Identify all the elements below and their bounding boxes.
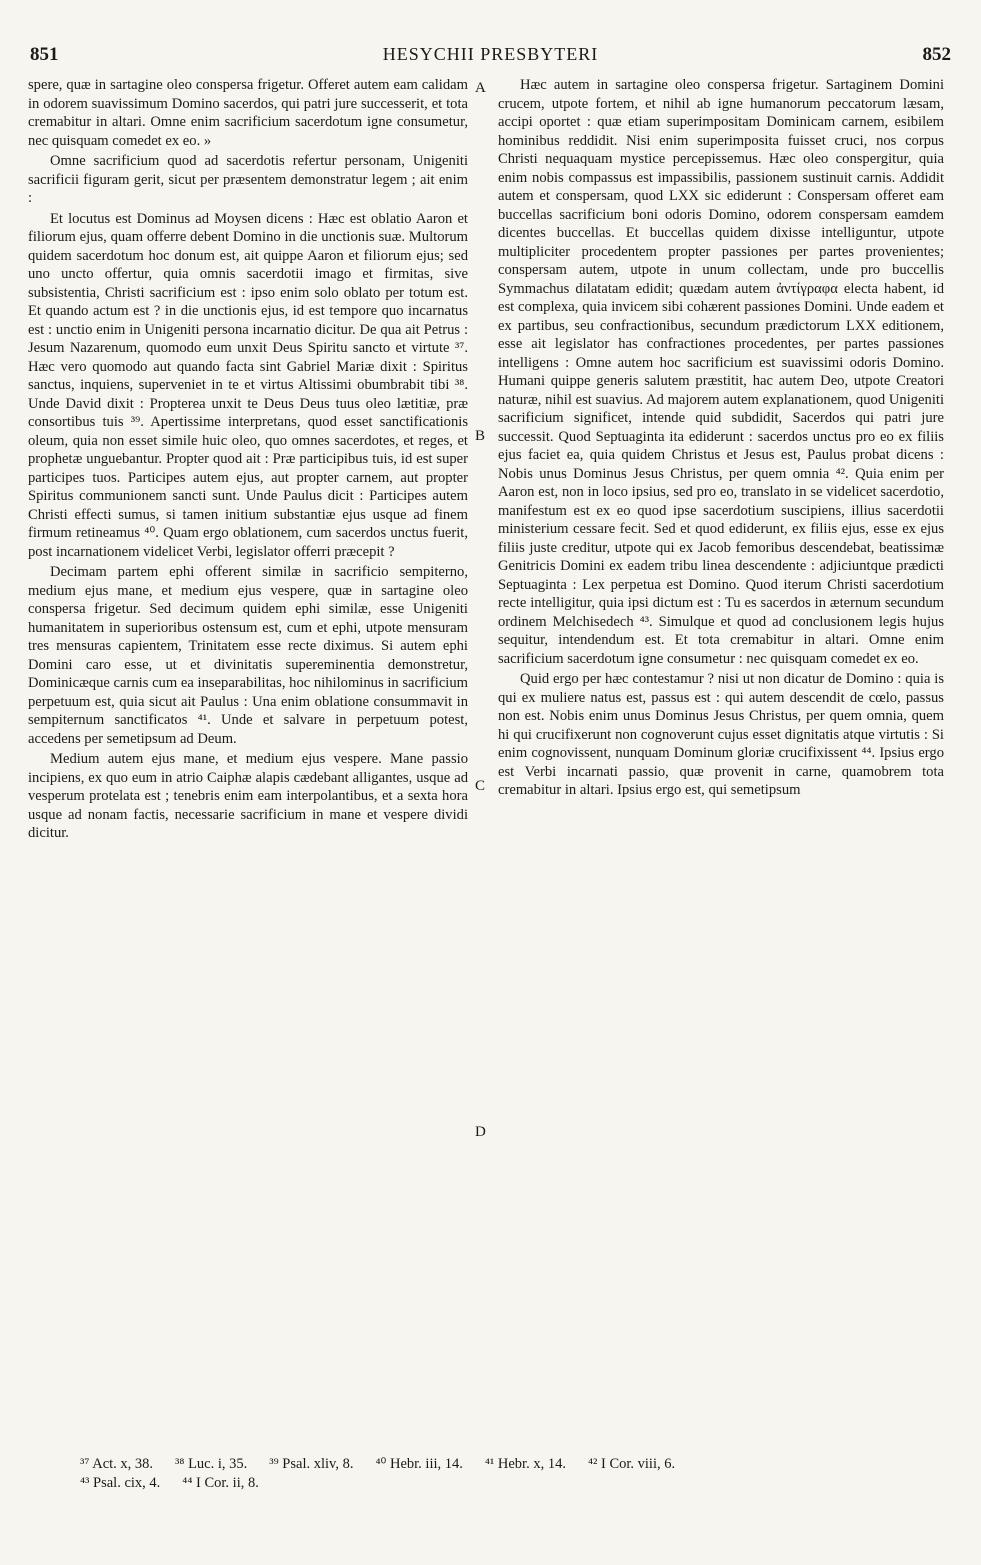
footnote: ³⁷ Act. x, 38. bbox=[80, 1456, 154, 1472]
section-marker-c: C bbox=[475, 778, 486, 794]
right-column bbox=[498, 76, 944, 802]
section-marker-d: D bbox=[475, 1124, 486, 1140]
footnote: ⁴² I Cor. viii, 6. bbox=[587, 1456, 676, 1472]
paragraph: Quid ergo per hæc contestamur ? nisi ut non dicatur de Domino : quia is qui ex muliere natus est, passus est : qui autem descendit de cœlo, passus non est. Nobis enim unus Dominus Jesus Christus, per quem omnia, quem hi qui crucifixerunt non cognoverunt cujus esset dignitatis atque virtutis : Si enim cognovissent, nunquam Dominum gloriæ crucifixissent ⁴⁴. Ipsius ergo est Verbi incarnati passio, quæ provenit in carne, quamobrem tota cremabitur in altari. Ipsius ergo est, qui semetipsum bbox=[498, 671, 944, 798]
footnote: ³⁹ Psal. xliv, 8. bbox=[269, 1456, 354, 1472]
page-header bbox=[30, 44, 951, 70]
footnotes bbox=[80, 1455, 941, 1493]
footnote-line-1 bbox=[80, 1455, 941, 1474]
section-marker-b: B bbox=[475, 428, 486, 444]
paragraph: Hæc autem in sartagine oleo conspersa frigetur. Sartaginem Domini crucem, utpote fortem, et nihil ab igne humanorum peccatorum læsam, accipi oportet : quæ etiam superimpositam Dominicam carnem, esibilem hominibus reddidit. Nisi enim superimposita fuisset cruci, nos corpus Christi nequaquam mystice percepissemus. Hæc oleo conspergitur, quia enim nobis compassus est impassibilis, passionem sustinuit carnis. Addidit autem et conspersam, quod LXX sic ediderunt : Conspersam offeret eam buccellas sacrificium boni odoris Domino, odorem conspersam eamdem dicentes buccellas. Et buccellas quidem dixisse intelliguntur, utpote multipliciter procedentem propter passiones per partes provenientes; conspersam autem, utpote in unum collectam, unde pro buccellis Symmachus dilatatam edidit; quædam autem ἀντίγραφα electa habent, id est complexa, quia invicem sibi cohærent passiones Domini. Unde eadem et ex partibus, seu confractionibus, secundum prædictorum LXX editionem, esse ait legislator has confractiones procedentes, per partes passiones intelligens : Omne autem hoc sacrificium est suavissimi odoris Domino. Humani quippe generis salutem præstitit, hac autem Deo, utpote Creatori naturæ, nihil est suavius. Ad majorem autem explanationem, quod Unigeniti sacrificium significet, intende quid subdidit, Sacerdos qui patri jure successit. Quod Septuaginta ita ediderunt : sacerdos unctus pro eo ex filiis ejus faciet ea, quia quidem Christus et Jesus est, Paulus probat dicens : Nobis unus Dominus Jesus Christus, per quem omnia ⁴². Quia enim per Aaron est, non in loco ipsius, sed pro eo, translato in se videlicet sacerdotio, manifestum est ex eo quod ipse sacerdotium suscipiens, illius sacerdotii ministerium cessare fecit. Sed et quod ediderunt, ex filiis ejus, esse ex ejus filiis juste creditur, utpote qui ex Jacob femoribus descendebat, beatissimæ Genitricis Domini ex eadem tribu linea descendente : adjiciuntque prædicti Septuaginta : Lex perpetua est Domino. Quod iterum Christi sacerdotium recte intelligitur, quia ipsi dictum est : Tu es sacerdos in æternum secundum ordinem Melchisedech ⁴³. Simulque et quod ad conclusionem legis hujus sequitur, intendendum est. Et tota cremabitur in altari. Omne enim sacrificium sacerdotum igne consumetur : nec quisquam comedet ex eo. bbox=[498, 77, 944, 667]
footnote: ⁴⁰ Hebr. iii, 14. bbox=[375, 1456, 463, 1472]
footnote: ⁴⁴ I Cor. ii, 8. bbox=[182, 1475, 259, 1491]
left-column bbox=[28, 76, 468, 845]
footnote: ⁴¹ Hebr. x, 14. bbox=[484, 1456, 566, 1472]
paragraph: Medium autem ejus mane, et medium ejus vespere. Mane passio incipiens, ex quo eum in atrio Caiphæ alapis cædebant alligantes, usque ad vesperum protelata est ; tenebris enim eam interpolantibus, et a sexta hora usque ad nonam factis, necessarie sacrificium in mane et vespere dividi dicitur. bbox=[28, 751, 468, 841]
paragraph: Et locutus est Dominus ad Moysen dicens : Hæc est oblatio Aaron et filiorum ejus, quam offerre debent Domino in die unctionis suæ. Multorum quidem sacerdotum hoc donum est, ait quippe Aaron et filiorum ejus; sed uno uncto offertur, quia omnis sacerdotii imago et firmitas, sive subsistentia, Christi sacrificium est : ipso enim solo oblato per totum est. Et quando actum est ? in die unctionis ejus, id est tempore quo incarnatus est : unctio enim in Unigeniti persona incarnatio dicitur. De qua ait Petrus : Jesum Nazarenum, quomodo eum unxit Deus Spiritu sancto et virtute ³⁷. Hæc vero quomodo aut quando facta sint Gabriel Mariæ dixit : Spiritus sanctus, inquiens, superveniet in te et virtus Altissimi obumbrabit tibi ³⁸. Unde David dixit : Propterea unxit te Deus Deus tuus oleo lætitiæ, præ consortibus tuis ³⁹. Apertissime interpretans, quod esset sanctificationis oleum, quia non esset simile huic oleo, quo omnes sacerdotes, et reges, et prophetæ unguebantur. Propter quod ait : Præ participibus tuis, id est super participes tuos. Participes autem ejus, aut propter carnem, aut propter Spiritus communionem sancti sunt. Unde Paulus dicit : Participes autem Christi effecti sumus, si tamen initium substantiæ ejus usque ad finem firmum retineamus ⁴⁰. Quam ergo oblationem, cum sacerdos unctus fuerit, post incarnationem videlicet Verbi, legislator offerri præcepit ? bbox=[28, 210, 468, 560]
footnote-line-2 bbox=[80, 1474, 941, 1493]
right-page-number: 852 bbox=[922, 44, 951, 65]
running-title: HESYCHII PRESBYTERI bbox=[382, 44, 599, 64]
footnote: ⁴³ Psal. cix, 4. bbox=[80, 1475, 161, 1491]
section-marker-a: A bbox=[475, 80, 486, 96]
paragraph: spere, quæ in sartagine oleo conspersa frigetur. Offeret autem eam calidam in odorem suavissimum Domino sacerdos, qui patri jure successerit, et tota cremabitur in altari. Omne enim sacrificium sacerdotum igne consumetur, nec quisquam comedet ex eo. » bbox=[28, 77, 468, 149]
paragraph: Omne sacrificium quod ad sacerdotis refertur personam, Unigeniti sacrificii figuram gerit, sicut per præsentem demonstratur legem ; ait enim : bbox=[28, 153, 468, 206]
footnote: ³⁸ Luc. i, 35. bbox=[175, 1456, 248, 1472]
left-page-number: 851 bbox=[30, 44, 59, 65]
paragraph: Decimam partem ephi offerent similæ in sacrificio sempiterno, medium ejus mane, et medium ejus vespere, quæ in sartagine oleo conspersa frigetur. Sed decimum quidem ephi similæ, esse Unigeniti humanitatem in superioribus ostensum est, cum et ephi, utpote mensuram tres mensuras capientem, Trinitatem esse recte diximus. Si autem ephi Domini caro esse, ut et divinitatis supereminentia demonstretur, Dominicæque carnis cum ea inseparabilitas, hoc nihilominus in sacrificium perpetuum est, quia sicut ait Paulus : Una enim oblatione consummavit in sempiternum sanctificatos ⁴¹. Unde et salvare in perpetuum potest, accedens per semetipsum ad Deum. bbox=[28, 564, 468, 747]
